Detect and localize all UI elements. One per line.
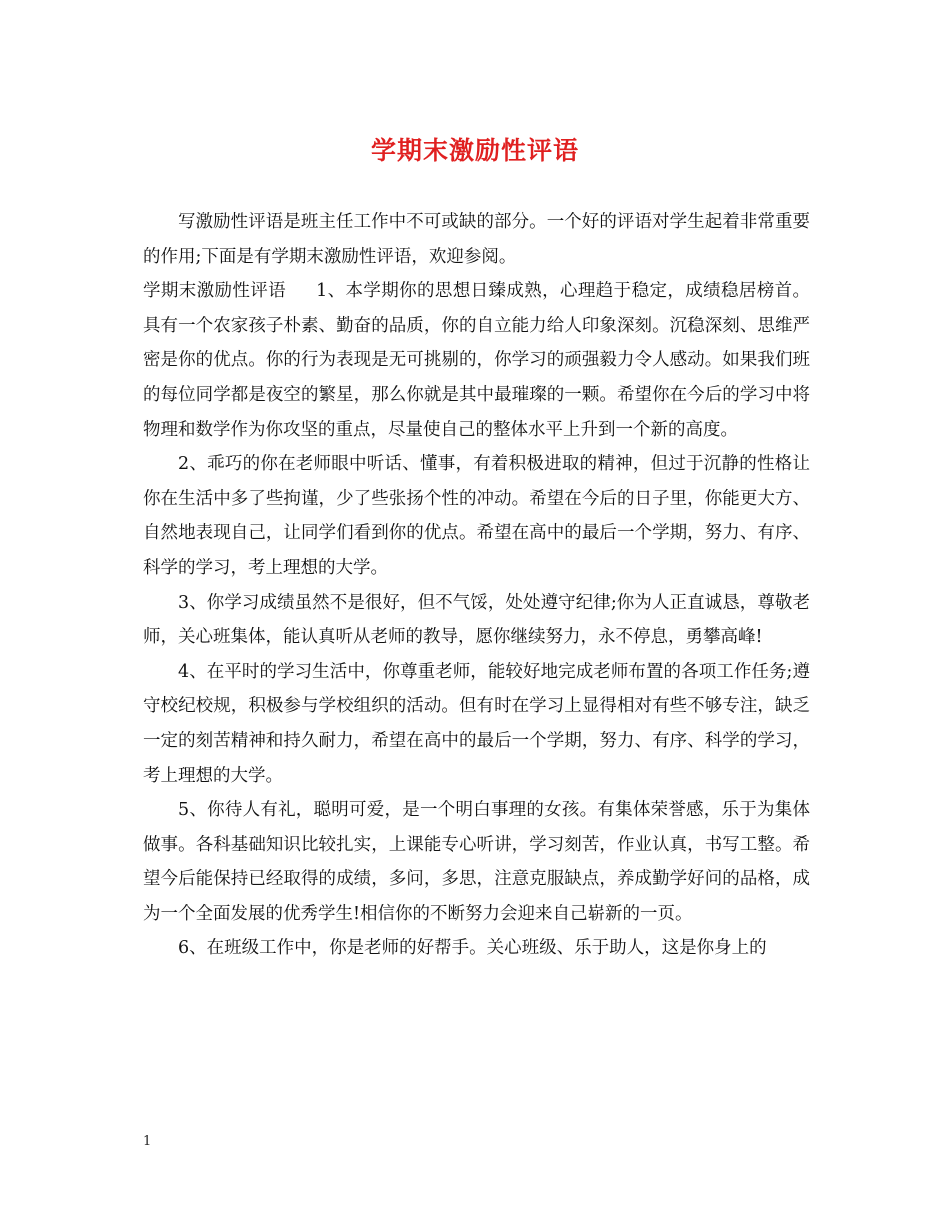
comment-paragraph-6: 6、在班级工作中，你是老师的好帮手。关心班级、乐于助人，这是你身上的 [178,938,767,959]
section-label: 学期末激励性评语 [143,281,287,302]
comment-paragraph-1 [143,274,810,447]
page-number: 1 [143,1134,152,1149]
intro-paragraph: 写激励性评语是班主任工作中不可或缺的部分。一个好的评语对学生起着非常重要的作用;下面是有学期末激励性评语，欢迎参阅。 [143,212,810,267]
comment-paragraph-2: 2、乖巧的你在老师眼中听话、懂事，有着积极进取的精神，但过于沉静的性格让你在生活中多了些拘谨，少了些张扬个性的冲动。希望在今后的日子里，你能更大方、自然地表现自己，让同学们看到你的优点。希望在高中的最后一个学期，努力、有序、科学的学习，考上理想的大学。 [143,454,810,578]
comment-paragraph-3: 3、你学习成绩虽然不是很好，但不气馁，处处遵守纪律;你为人正直诚恳，尊敬老师，关心班集体，能认真听从老师的教导，愿你继续努力，永不停息，勇攀高峰! [143,592,810,648]
comment-text-1: 1、本学期你的思想日臻成熟，心理趋于稳定，成绩稳居榜首。具有一个农家孩子朴素、勤奋的品质，你的自立能力给人印象深刻。沉稳深刻、思维严密是你的优点。你的行为表现是无可挑剔的，你学习的顽强毅力令人感动。如果我们班的每位同学都是夜空的繁星，那么你就是其中最璀璨的一颗。希望你在今后的学习中将物理和数学作为你攻坚的重点，尽量使自己的整体水平上升到一个新的高度。 [143,281,811,440]
comment-paragraph-5: 5、你待人有礼，聪明可爱，是一个明白事理的女孩。有集体荣誉感，乐于为集体做事。各科基础知识比较扎实，上课能专心听讲，学习刻苦，作业认真，书写工整。希望今后能保持已经取得的成绩，多问，多思，注意克服缺点，养成勤学好问的品格，成为一个全面发展的优秀学生!相信你的不断努力会迎来自己崭新的一页。 [143,800,810,924]
document-body [143,205,810,966]
comment-paragraph-4: 4、在平时的学习生活中，你尊重老师，能较好地完成老师布置的各项工作任务;遵守校纪校规，积极参与学校组织的活动。但有时在学习上显得相对有些不够专注，缺乏一定的刻苦精神和持久耐力，希望在高中的最后一个学期，努力、有序、科学的学习，考上理想的大学。 [143,661,810,786]
document-title: 学期末激励性评语 [370,136,579,165]
